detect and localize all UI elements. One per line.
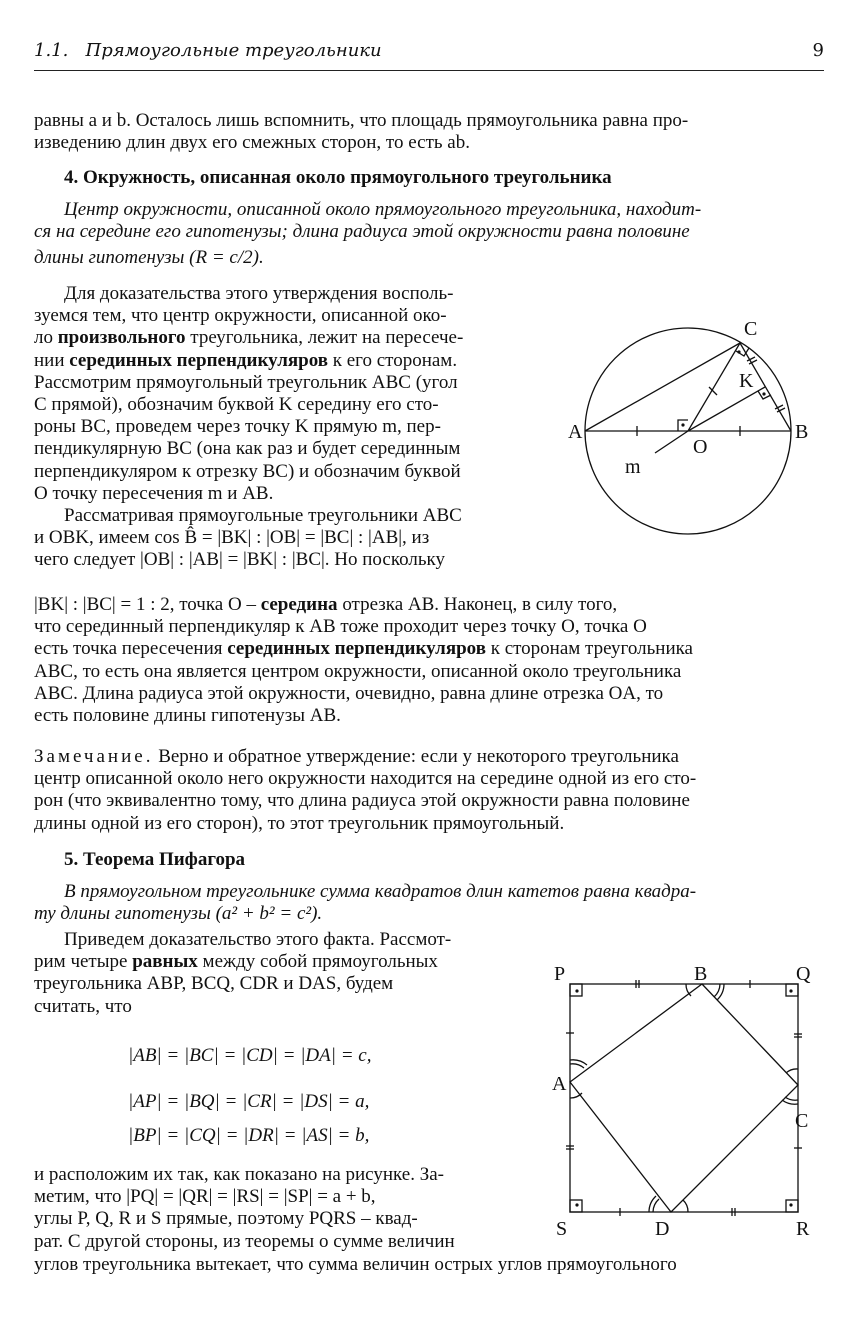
text-line: рат. С другой стороны, из теоремы о сумме величин: [34, 1230, 455, 1252]
dot-o: [681, 423, 684, 426]
text-line: что серединный перпендикуляр к AB тоже проходит через точку O, точка O: [34, 616, 647, 638]
formula-b: |BP| = |CQ| = |DR| = |AS| = b,: [128, 1125, 370, 1146]
label-c: C: [744, 318, 758, 340]
text-line: C прямой), обозначим буквой K середину его сто-: [34, 394, 439, 416]
text-line: чего следует |OB| : |AB| = |BK| : |BC|. Но поскольку: [34, 549, 445, 571]
text-line: считать, что: [34, 995, 132, 1017]
section-4-proof-narrow: [34, 283, 546, 572]
label-k: K: [739, 370, 754, 392]
text-line: ся на середине его гипотенузы; длина радиуса этой окружности равна половине: [34, 221, 690, 243]
text-line: В прямоугольном треугольнике сумма квадратов длин катетов равна квадра-: [64, 881, 697, 902]
text-line: изведению длин двух его смежных сторон, то есть ab.: [34, 132, 470, 154]
square-pqrs: [570, 984, 798, 1212]
text-line: пендикулярную BC (она как раз и будет серединным: [34, 438, 461, 460]
dot-c: [737, 350, 740, 353]
text-line: ту длины гипотенузы (a² + b² = c²).: [34, 903, 323, 925]
dot-p: [575, 989, 578, 992]
text-line: есть половине длины гипотенузы AB.: [34, 705, 341, 727]
dot-r: [789, 1203, 792, 1206]
running-header-title: [34, 40, 382, 61]
angle-arc-d-left-1: [653, 1199, 659, 1212]
section-4-proof-wide: [34, 594, 824, 727]
text-line: равны a и b. Осталось лишь вспомнить, что площадь прямоугольника равна про-: [34, 110, 689, 131]
text-line: Рассмотрим прямоугольный треугольник ABC (угол: [34, 371, 458, 393]
dot-s: [575, 1203, 578, 1206]
section-4-theorem: [34, 199, 824, 270]
segment-ok: [688, 387, 765, 431]
angle-arc-c-top: [786, 1069, 798, 1073]
text-line: рим четыре равных между собой прямоугольных: [34, 951, 438, 973]
label-b: B: [694, 963, 708, 985]
angle-arc-b-right-1: [714, 984, 720, 997]
formula-a: |AP| = |BQ| = |CR| = |DS| = a,: [128, 1091, 370, 1112]
remark-label: Замечание.: [34, 746, 154, 767]
text-line: метим, что |PQ| = |QR| = |RS| = |SP| = a + b,: [34, 1186, 376, 1208]
text-line: Центр окружности, описанной около прямоугольного треугольника, находит-: [64, 199, 702, 220]
angle-arc-a-top-1: [570, 1064, 584, 1068]
text-line: и расположим их так, как показано на рисунке. За-: [34, 1164, 444, 1185]
text-line: ABC. Длина радиуса этой окружности, очевидно, равна длине отрезка OA, то: [34, 682, 664, 704]
label-c: C: [795, 1110, 809, 1132]
section-5-heading: 5. Теорема Пифагора: [64, 849, 246, 870]
text-line: длины гипотенузы (R = c/2).: [34, 247, 264, 269]
text-line: Рассматривая прямоугольные треугольники ABC: [64, 505, 462, 527]
text-line: длины одной из его сторон), то этот треугольник прямоугольный.: [34, 812, 565, 834]
header-rule: [34, 70, 824, 71]
circumcircle-figure: [560, 305, 830, 540]
remark-paragraph: [34, 746, 824, 835]
label-b: B: [795, 421, 809, 443]
label-q: Q: [796, 963, 811, 985]
chapter-title: Прямоугольные треугольники: [85, 40, 382, 61]
formula-c: |AB| = |BC| = |CD| = |DA| = c,: [128, 1045, 372, 1066]
section-4-heading: 4. Окружность, описанная около прямоугольного треугольника: [64, 167, 612, 188]
text-line: и OBK, имеем cos B̂ = |BK| : |OB| = |BC| : |AB|, из: [34, 527, 430, 549]
text-line: углов треугольника вытекает, что сумма величин острых углов прямоугольного: [34, 1254, 677, 1275]
running-header: [34, 40, 824, 66]
inner-square-abcd: [570, 984, 798, 1212]
label-a: A: [552, 1073, 567, 1095]
intro-paragraph: [34, 110, 824, 154]
angle-arc-d-right: [683, 1200, 688, 1212]
angle-arc-c-bottom-1: [785, 1097, 798, 1100]
text-line: |BK| : |BC| = 1 : 2, точка O – середина отрезка AB. Наконец, в силу того,: [34, 594, 618, 615]
text-line: есть точка пересечения серединных перпендикуляров к сторонам треугольника: [34, 638, 693, 660]
section-5-proof: [34, 929, 529, 1018]
section-5-theorem: [34, 881, 824, 925]
text-line: зуемся тем, что центр окружности, описанной око-: [34, 305, 447, 327]
segment-oc: [688, 343, 740, 431]
leg-ac: [585, 343, 740, 431]
text-line: O точку пересечения m и AB.: [34, 482, 274, 504]
text-line: треугольника ABP, BCQ, CDR и DAS, будем: [34, 973, 394, 995]
label-m: m: [625, 456, 641, 478]
label-r: R: [796, 1218, 810, 1240]
text-line: центр описанной около него окружности находится на середине одной из его сто-: [34, 768, 697, 790]
text-line: Для доказательства этого утверждения восполь-: [64, 283, 454, 304]
section-number: 1.1.: [34, 40, 69, 61]
label-d: D: [655, 1218, 670, 1240]
line-m: [655, 431, 688, 453]
text-line: Приведем доказательство этого факта. Рассмот-: [64, 929, 452, 950]
section-5-after: [34, 1164, 529, 1253]
section-5-last-line: [34, 1254, 824, 1276]
label-s: S: [556, 1218, 568, 1240]
text-line: Верно и обратное утверждение: если у некоторого треугольника: [158, 746, 679, 767]
dot-k: [762, 392, 765, 395]
page-number: 9: [812, 40, 824, 61]
label-o: O: [693, 436, 708, 458]
text-line: рон (что эквивалентно тому, что длина радиуса этой окружности равна половине: [34, 790, 690, 812]
text-line: перпендикуляром к отрезку BC) и обозначим буквой: [34, 460, 461, 482]
dot-q: [789, 989, 792, 992]
pythagoras-figure: [548, 960, 823, 1245]
label-p: P: [554, 963, 566, 985]
label-a: A: [568, 421, 583, 443]
text-line: нии серединных перпендикуляров к его сторонам.: [34, 349, 458, 371]
text-line: ABC, то есть она является центром окружности, описанной около треугольника: [34, 660, 682, 682]
text-line: углы P, Q, R и S прямые, поэтому PQRS – квад-: [34, 1208, 418, 1230]
text-line: ло произвольного треугольника, лежит на пересече-: [34, 327, 464, 349]
text-line: роны BC, проведем через точку K прямую m, пер-: [34, 416, 441, 438]
